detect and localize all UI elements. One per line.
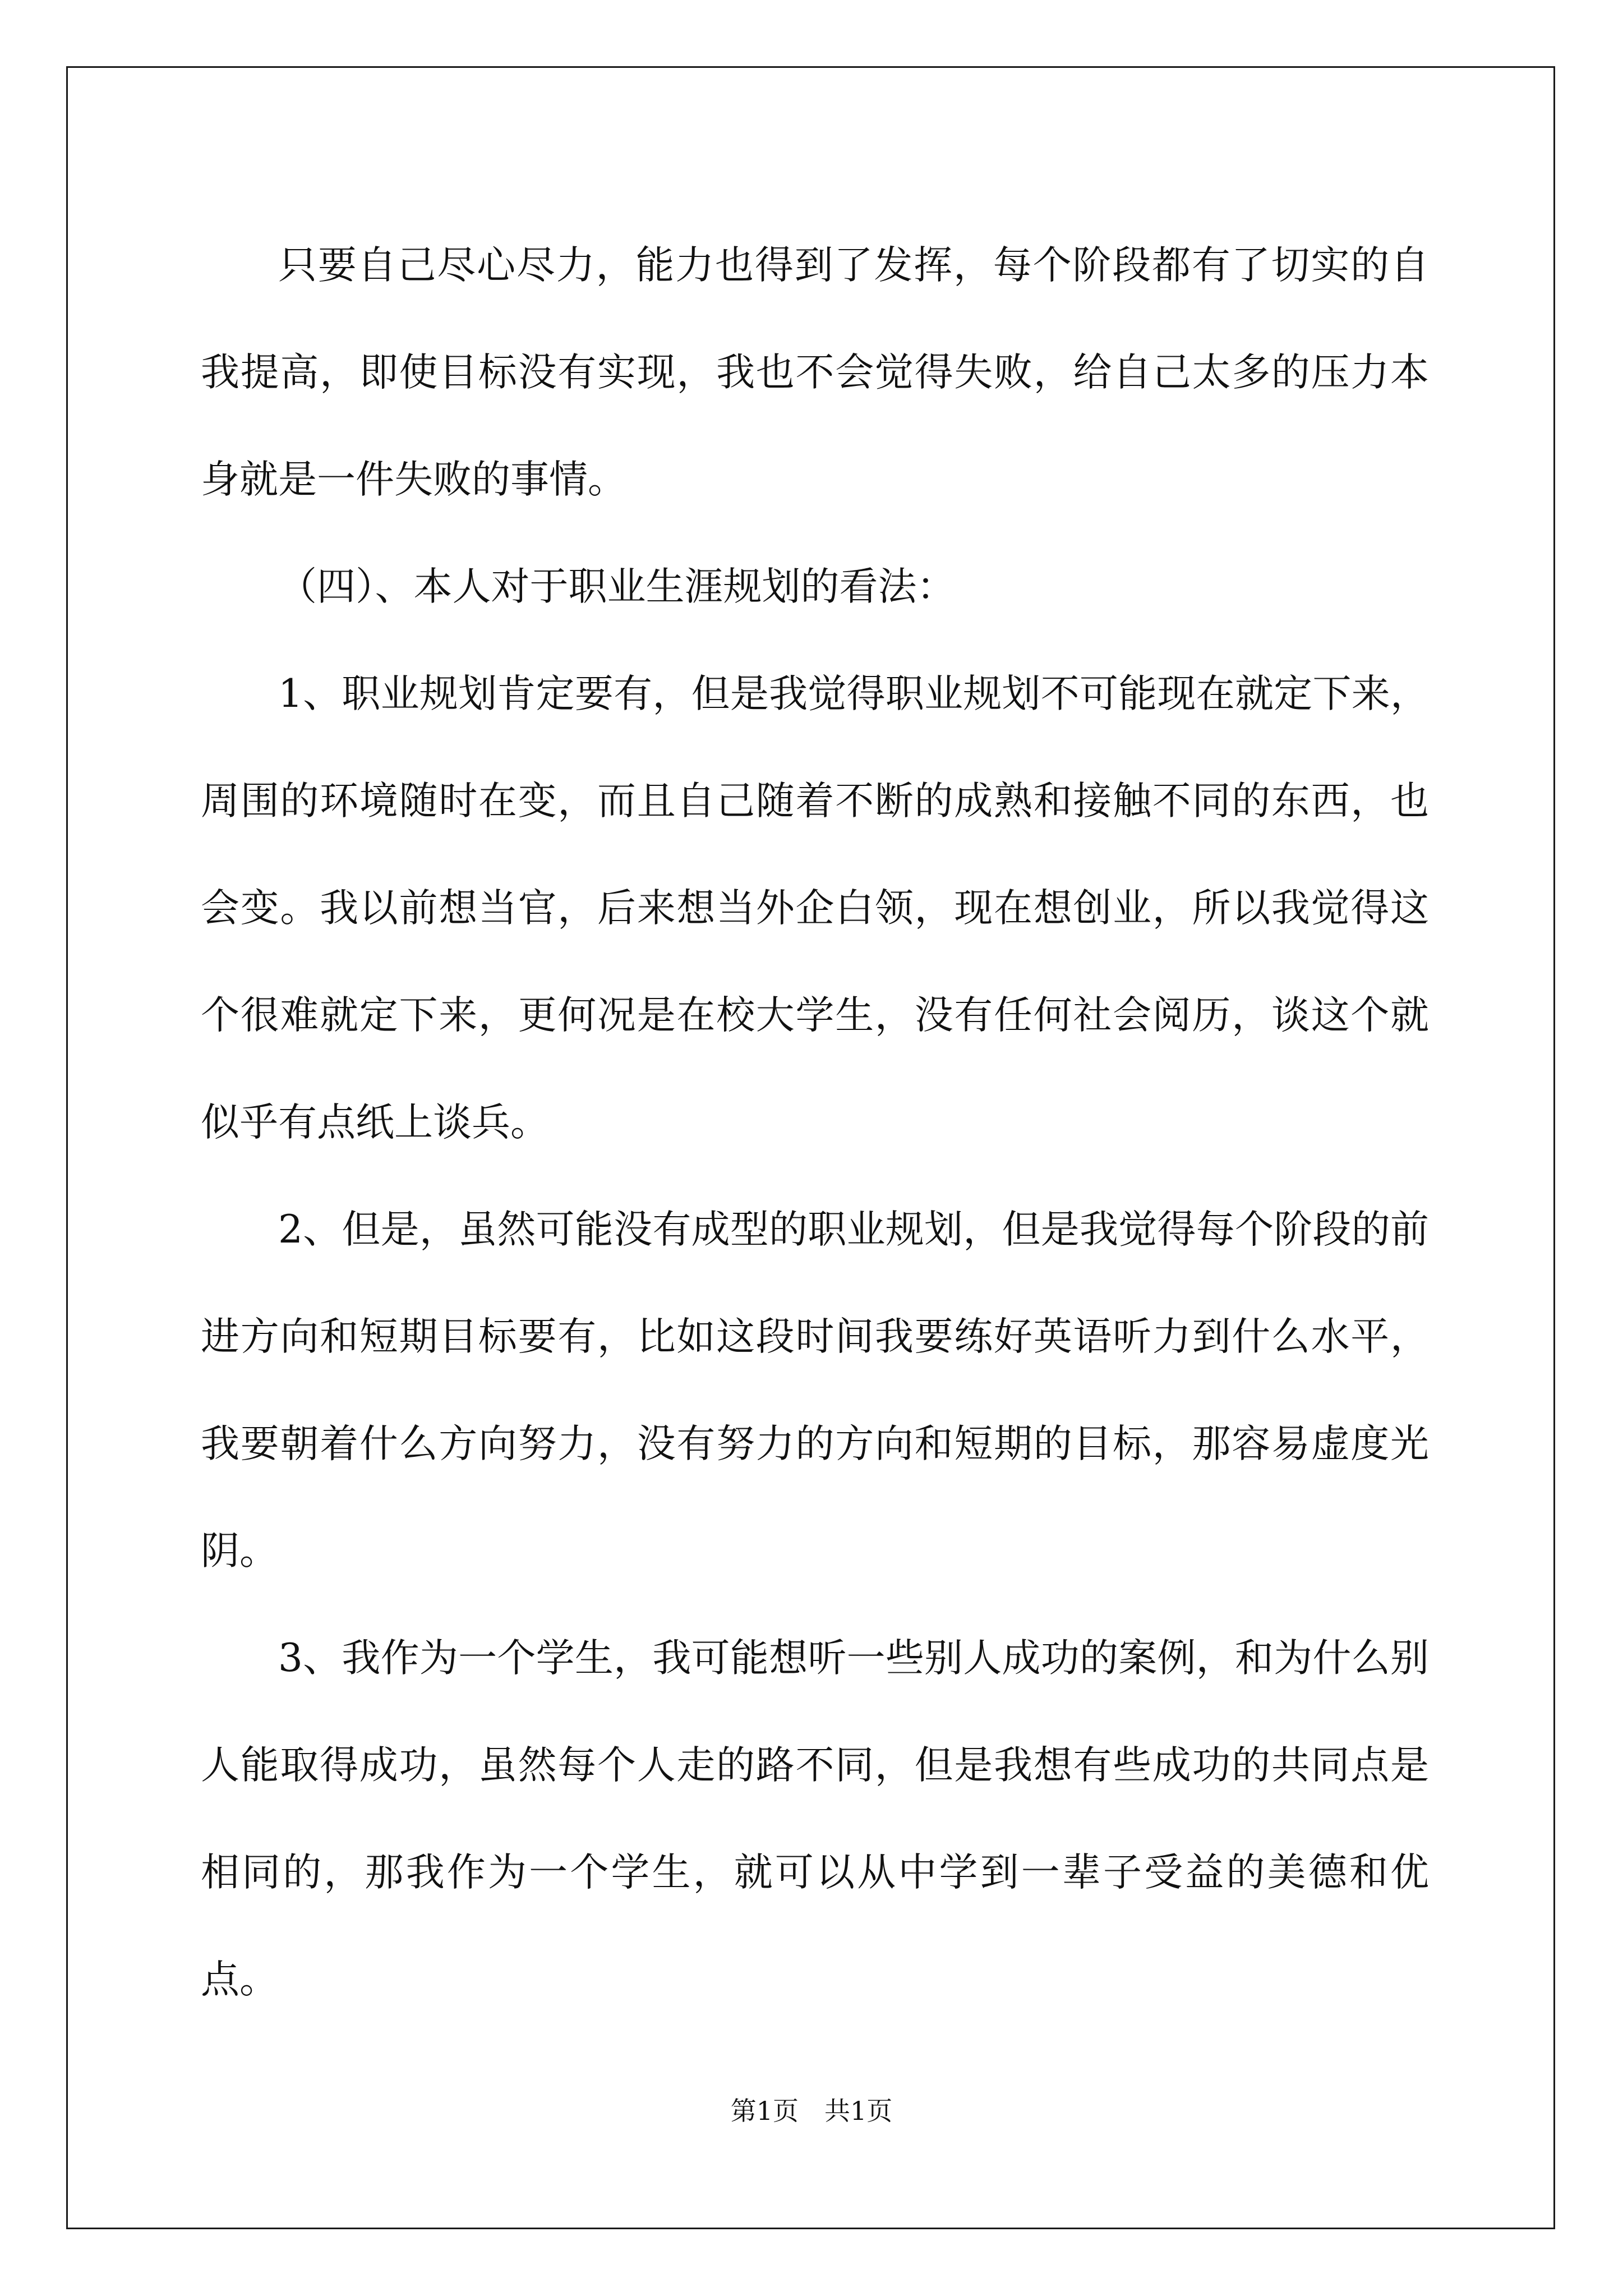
document-body [201,212,1429,2033]
paragraph-point-1: 1、职业规划肯定要有，但是我觉得职业规划不可能现在就定下来，周围的环境随时在变，而且自己随着不断的成熟和接触不同的东西，也会变。我以前想当官，后来想当外企白领，现在想创业，所以我觉得这个很难就定下来，更何况是在校大学生，没有任何社会阅历，谈这个就似乎有点纸上谈兵。 [201,671,1429,1145]
page-footer [0,2094,1623,2128]
paragraph-point-3: 3、我作为一个学生，我可能想听一些别人成功的案例，和为什么别人能取得成功，虽然每个人走的路不同，但是我想有些成功的共同点是相同的，那我作为一个学生，就可以从中学到一辈子受益的美德和优点。 [201,1636,1429,2002]
page-total: 共1页 [824,2096,893,2126]
paragraph-point-2: 2、但是，虽然可能没有成型的职业规划，但是我觉得每个阶段的前进方向和短期目标要有，比如这段时间我要练好英语听力到什么水平，我要朝着什么方向努力，没有努力的方向和短期的目标，那容易虚度光阴。 [201,1207,1429,1573]
paragraph-conclusion: 只要自己尽心尽力，能力也得到了发挥，每个阶段都有了切实的自我提高，即使目标没有实现，我也不会觉得失败，给自己太多的压力本身就是一件失败的事情。 [201,243,1429,502]
page-number: 第1页 [730,2096,799,2126]
section-heading-views: （四）、本人对于职业生涯规划的看法： [278,564,956,609]
